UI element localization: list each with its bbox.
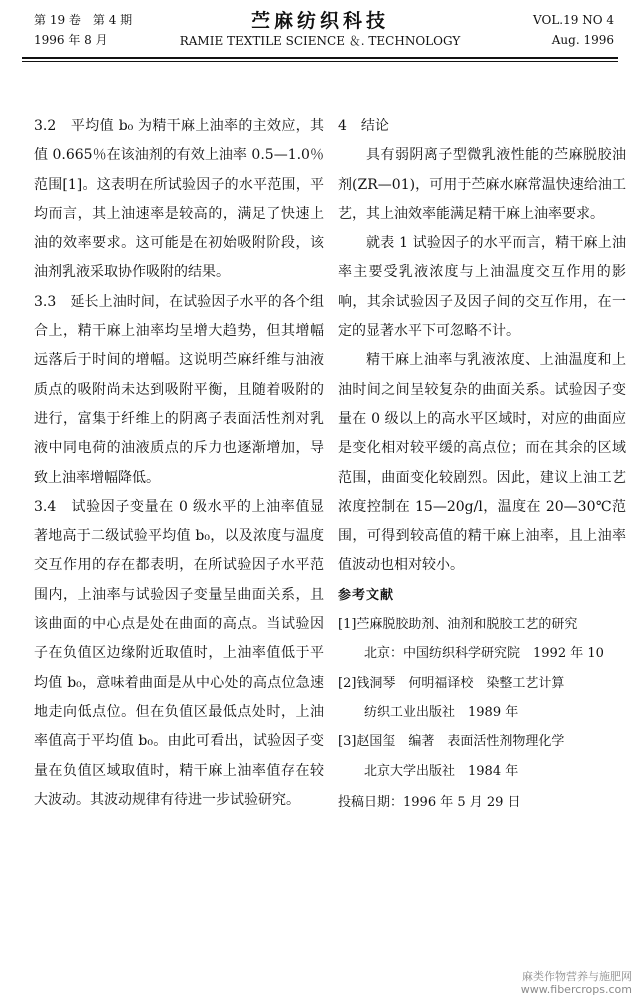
reference-line: [2]钱洞琴 何明福译校 染整工艺计算 xyxy=(338,675,565,691)
journal-title-en: RAMIE TEXTILE SCIENCE ＆. TECHNOLOGY xyxy=(179,34,461,48)
section-3-3: 3.3 延长上油时间，在试验因子水平的各个组合上，精干麻上油率均呈增大趋势，但其增幅远落后于时间的增幅。这说明苎麻纤维与油液质点的吸附尚未达到吸附平衡，且随着吸附的进行，富集于纤维上的阴离子表面活性剂对乳液中同电荷的油液质点的斥力也逐渐增加，导致上油率增幅降低。 xyxy=(34,293,324,486)
volume-issue-en: VOL.19 NO 4 xyxy=(533,13,614,27)
reference-line-cont: 北京大学出版社 1984 年 xyxy=(364,763,519,779)
reference-item xyxy=(338,669,626,728)
watermark-line-2: www.fibercrops.com xyxy=(520,983,632,996)
section-3-4: 3.4 试验因子变量在 0 级水平的上油率值显著地高于二级试验平均值 b₀，以及浓度与温度交互作用的存在都表明，在所试验因子水平范围内，上油率与试验因子变量呈曲面关系，且该曲面的中心点是处在曲面的高点。当试验因子在负值区边缘附近取值时，上油率值低于平均值 b₀，意味着曲面是从中心处的高点位急速地走向低点位。但在负值区最低点处时，上油率值高于平均值 b₀。由此可看出，试验因子变量在负值区域取值时，精干麻上油率值存在较大波动。其波动规律有待进一步试验研究。 xyxy=(34,498,324,808)
watermark xyxy=(521,970,632,996)
volume-issue-cn: 第 19 卷 第 4 期 xyxy=(34,13,133,27)
reference-line-cont: 纺织工业出版社 1989 年 xyxy=(364,704,519,720)
journal-title-cn: 苎麻纺织科技 xyxy=(250,10,389,32)
section-4-heading: 4 结论 xyxy=(338,118,389,134)
received-date: 投稿日期：1996 年 5 月 29 日 xyxy=(338,794,521,810)
section-3-2: 3.2 平均值 b₀ 为精干麻上油率的主效应，其值 0.665％在该油剂的有效上油率 0.5—1.0％范围[1]。这表明在所试验因子的水平范围，平均而言，其上油速率是较高的，满足了快速上油的效率要求。这可能是在初始吸附阶段，该油剂乳液采取协作吸附的结果。 xyxy=(34,118,324,281)
date-cn: 1996 年 8 月 xyxy=(34,33,108,47)
conclusion-paragraph-2: 就表 1 试验因子的水平而言，精干麻上油率主要受乳液浓度与上油温度交互作用的影响，其余试验因子及因子间的交互作用，在一定的显著水平下可忽略不计。 xyxy=(338,235,626,340)
header-rule-thin xyxy=(22,61,618,62)
watermark-line-1: 麻类作物营养与施肥网 xyxy=(522,970,632,983)
right-column xyxy=(338,112,626,817)
date-en: Aug. 1996 xyxy=(551,33,614,47)
reference-item xyxy=(338,610,626,669)
conclusion-paragraph-1: 具有弱阴离子型微乳液性能的苎麻脱胶油剂(ZR—01)，可用于苎麻水麻常温快速给油工艺，其上油效率能满足精干麻上油率要求。 xyxy=(338,147,626,222)
reference-line: [1]苎麻脱胶助剂、油剂和脱胶工艺的研究 xyxy=(338,617,578,633)
left-column xyxy=(34,112,324,815)
reference-item xyxy=(338,727,626,786)
reference-line-cont: 北京：中国纺织科学研究院 1992 年 10 xyxy=(364,646,604,662)
header-rule xyxy=(22,57,618,59)
conclusion-paragraph-3: 精干麻上油率与乳液浓度、上油温度和上油时间之间呈较复杂的曲面关系。试验因子变量在 0 级以上的高水平区域时，对应的曲面应是变化相对较平缓的高点位；而在其余的区域范围，曲面变化较剧烈。因此，建议上油工艺浓度控制在 15—20g/l，温度在 20—30℃范围，可得到较高值的精干麻上油率，且上油率值波动也相对较小。 xyxy=(338,352,626,574)
header-right xyxy=(533,10,614,50)
references-title: 参考文献 xyxy=(338,587,395,603)
reference-line: [3]赵国玺 编著 表面活性剂物理化学 xyxy=(338,734,565,750)
